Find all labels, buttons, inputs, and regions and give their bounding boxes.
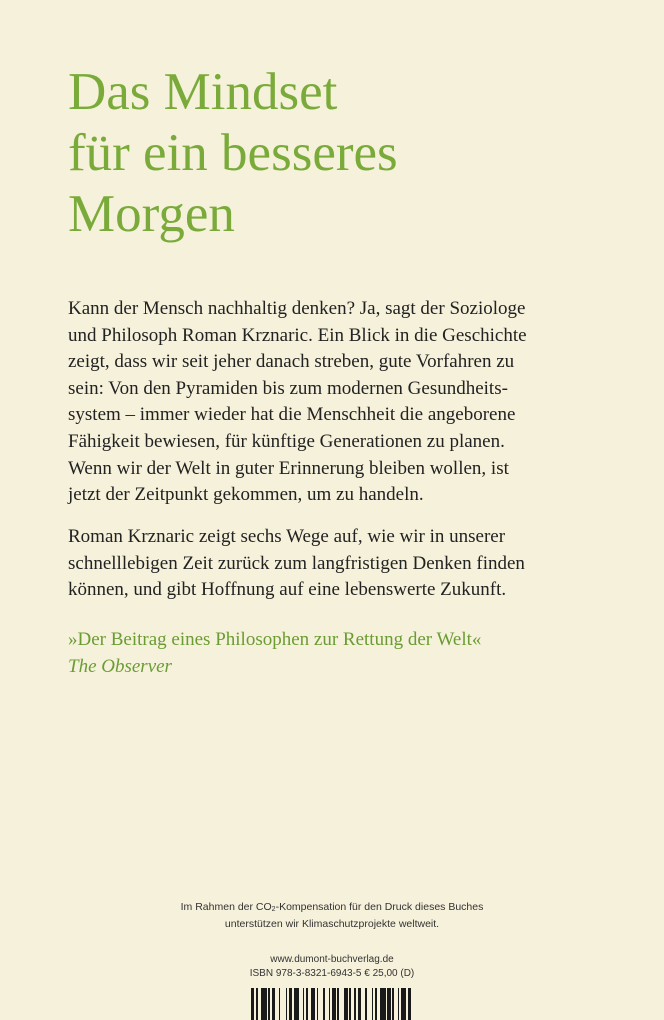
- climate-note-line-2: unterstützen wir Klimaschutzprojekte weltweit.: [224, 918, 440, 930]
- blurb-line: Kann der Mensch nachhaltig denken? Ja, sagt der Soziologe: [68, 298, 526, 319]
- blurb-line: Roman Krznaric zeigt sechs Wege auf, wie wir in unserer: [68, 526, 506, 547]
- climate-note-text-b: -Kompensation für den Druck dieses Buches: [275, 901, 484, 913]
- publisher-website: www.dumont-buchverlag.de: [270, 954, 394, 965]
- blurb-line: sein: Von den Pyramiden bis zum modernen Gesundheits-: [68, 377, 508, 399]
- blurb-line: können, und gibt Hoffnung auf eine lebenswerte Zukunft.: [68, 579, 507, 601]
- blurb-paragraph-2: [68, 524, 608, 604]
- quote-text: »Der Beitrag eines Philosophen zur Rettung der Welt«: [68, 629, 482, 650]
- barcode: [251, 988, 414, 1020]
- co2-subscript: 2: [271, 906, 276, 913]
- blurb-line: und Philosoph Roman Krznaric. Ein Blick in die Geschichte: [68, 324, 527, 346]
- blurb-paragraph-1: [68, 296, 608, 509]
- quote-source: The Observer: [68, 655, 172, 677]
- climate-note-text-a: Im Rahmen der CO: [180, 901, 272, 913]
- climate-note-line-1: [0, 900, 664, 917]
- isbn-price: ISBN 978-3-8321-6943-5 € 25,00 (D): [249, 968, 415, 979]
- blurb-line: jetzt der Zeitpunkt gekommen, um zu handeln.: [68, 484, 424, 506]
- blurb-line: Wenn wir der Welt in guter Erinnerung bleiben wollen, ist: [68, 457, 509, 479]
- blurb-line: zeigt, dass wir seit jeher danach streben, gute Vorfahren zu: [68, 351, 515, 373]
- blurb-line: system – immer wieder hat die Menschheit die angeborene: [68, 404, 516, 426]
- barcode-bar: [411, 988, 413, 1020]
- blurb-line: Fähigkeit bewiesen, für künftige Generationen zu planen.: [68, 430, 505, 452]
- title-line-1: Das Mindset: [68, 63, 338, 121]
- publisher-info: [0, 953, 664, 981]
- title-line-2: für ein besseres: [68, 124, 398, 182]
- climate-note: [0, 900, 664, 932]
- title-line-3: Morgen: [68, 185, 235, 243]
- press-quote: [68, 627, 481, 680]
- blurb-line: schnelllebigen Zeit zurück zum langfristigen Denken finden: [68, 552, 525, 574]
- book-title: [68, 62, 398, 245]
